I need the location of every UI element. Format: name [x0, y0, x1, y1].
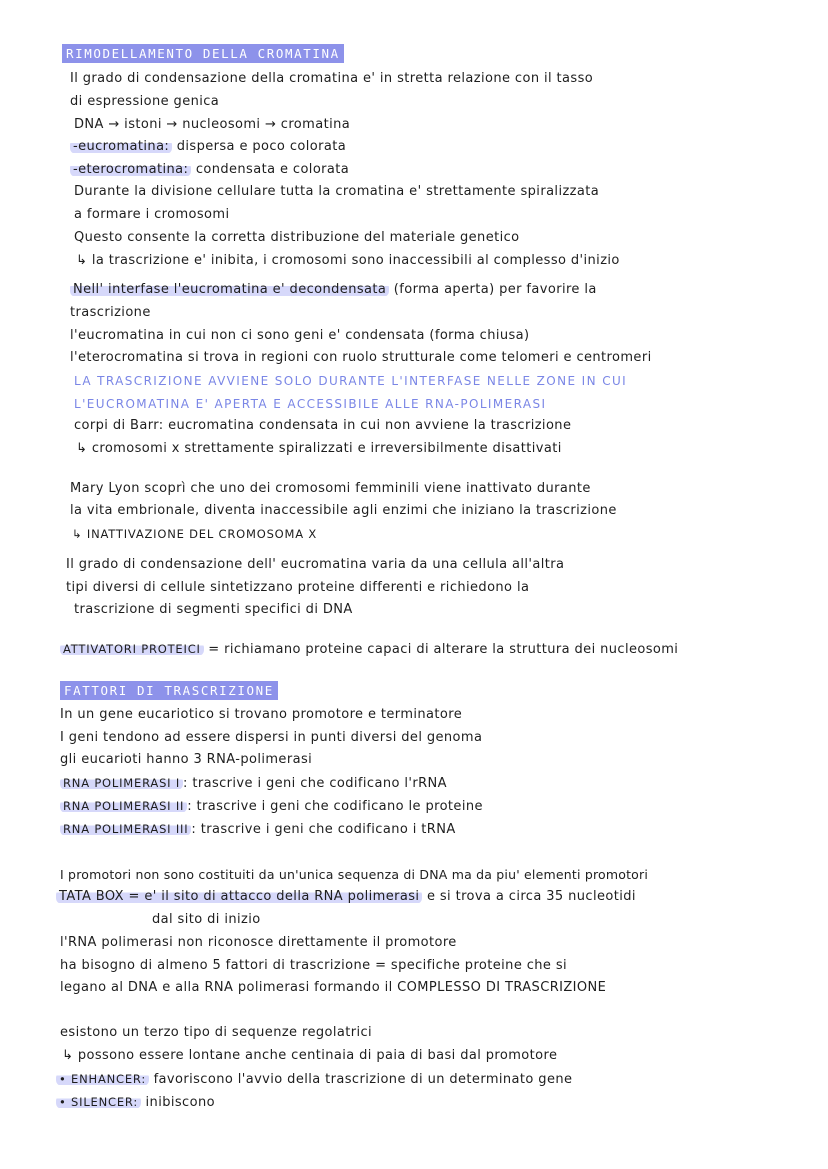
note-line: ↳ INATTIVAZIONE DEL CROMOSOMA X [72, 527, 318, 541]
note-line [70, 281, 597, 299]
note-line: ↳ cromosomi x strettamente spiralizzati e irreversibilmente disattivati [76, 441, 562, 456]
highlight-rna-pol-2: RNA POLIMERASI II [60, 799, 187, 813]
highlight-enhancer: • ENHANCER: [56, 1072, 149, 1086]
note-line: Durante la divisione cellulare tutta la cromatina e' strettamente spiralizzata [74, 184, 600, 199]
note-text: inibiscono [141, 1095, 215, 1110]
note-line: Mary Lyon scoprì che uno dei cromosomi femminili viene inattivato durante [70, 481, 591, 496]
note-text: : trascrive i geni che codificano le proteine [187, 799, 483, 814]
highlight-attivatori: ATTIVATORI PROTEICI [60, 642, 204, 656]
section-title-fattori: FATTORI DI TRASCRIZIONE [60, 681, 278, 700]
note-line [60, 640, 678, 659]
note-line: tipi diversi di cellule sintetizzano proteine differenti e richiedono la [66, 580, 530, 595]
note-line: Il grado di condensazione della cromatina e' in stretta relazione con il tasso [70, 71, 594, 86]
note-line: dal sito di inizio [152, 912, 261, 927]
note-line: legano al DNA e alla RNA polimerasi formando il COMPLESSO DI TRASCRIZIONE [60, 980, 607, 995]
note-line: trascrizione di segmenti specifici di DNA [74, 602, 353, 617]
note-line: I geni tendono ad essere dispersi in punti diversi del genoma [60, 730, 483, 745]
highlight-rna-pol-1: RNA POLIMERASI I [60, 776, 183, 790]
note-line [60, 774, 447, 793]
highlight-rna-pol-3: RNA POLIMERASI III [60, 822, 191, 836]
note-line [60, 820, 456, 839]
note-line: a formare i cromosomi [74, 207, 230, 222]
note-line: di espressione genica [70, 94, 220, 109]
section-title-rimodellamento: RIMODELLAMENTO DELLA CROMATINA [62, 44, 344, 63]
note-line: In un gene eucariotico si trovano promotore e terminatore [60, 707, 463, 722]
note-line [60, 797, 483, 816]
note-line: Questo consente la corretta distribuzione del materiale genetico [74, 230, 520, 245]
note-line: corpi di Barr: eucromatina condensata in cui non avviene la trascrizione [74, 418, 572, 433]
note-line [56, 1093, 215, 1112]
note-line: ha bisogno di almeno 5 fattori di trascrizione = specifiche proteine che si [60, 958, 568, 973]
note-line [70, 161, 349, 179]
note-line: esistono un terzo tipo di sequenze regolatrici [60, 1025, 373, 1040]
highlight-silencer: • SILENCER: [56, 1095, 141, 1109]
note-line: l'eucromatina in cui non ci sono geni e' condensata (forma chiusa) [70, 328, 530, 343]
note-text: condensata e colorata [191, 162, 350, 177]
note-line: gli eucarioti hanno 3 RNA-polimerasi [60, 752, 313, 767]
note-line-blue: LA TRASCRIZIONE AVVIENE SOLO DURANTE L'INTERFASE NELLE ZONE IN CUI [74, 374, 628, 388]
note-line: DNA → istoni → nucleosomi → cromatina [74, 117, 351, 132]
note-text: = richiamano proteine capaci di alterare la struttura dei nucleosomi [203, 642, 679, 657]
note-line: la vita embrionale, diventa inaccessibile agli enzimi che iniziano la trascrizione [70, 503, 617, 518]
note-line: l'eterocromatina si trova in regioni con ruolo strutturale come telomeri e centromeri [70, 350, 652, 365]
note-line: I promotori non sono costituiti da un'unica sequenza di DNA ma da piu' elementi promotori [60, 867, 649, 882]
note-line: ↳ possono essere lontane anche centinaia di paia di basi dal promotore [62, 1048, 558, 1063]
note-text: (forma aperta) per favorire la [389, 282, 597, 297]
note-line [56, 888, 636, 906]
highlight-eterocromatina: -eterocromatina: [70, 162, 191, 177]
note-line: Il grado di condensazione dell' eucromatina varia da una cellula all'altra [66, 557, 565, 572]
note-line: l'RNA polimerasi non riconosce direttamente il promotore [60, 935, 457, 950]
note-line: ↳ la trascrizione e' inibita, i cromosomi sono inaccessibili al complesso d'inizio [76, 253, 620, 268]
note-text: : trascrive i geni che codificano i tRNA [191, 822, 456, 837]
note-line-blue: L'EUCROMATINA E' APERTA E ACCESSIBILE ALLE RNA-POLIMERASI [74, 397, 547, 411]
highlight-eucromatina: -eucromatina: [70, 139, 172, 154]
note-line [56, 1070, 572, 1089]
note-text: e si trova a circa 35 nucleotidi [422, 889, 636, 904]
note-line: trascrizione [70, 305, 151, 320]
note-text: : trascrive i geni che codificano l'rRNA [183, 776, 447, 791]
note-text: favoriscono l'avvio della trascrizione di un determinato gene [149, 1072, 573, 1087]
note-line [70, 138, 346, 156]
highlight-tata-box: TATA BOX = e' il sito di attacco della RNA polimerasi [56, 889, 422, 904]
note-text: dispersa e poco colorata [172, 139, 347, 154]
highlight-interfase: Nell' interfase l'eucromatina e' decondensata [70, 282, 389, 297]
